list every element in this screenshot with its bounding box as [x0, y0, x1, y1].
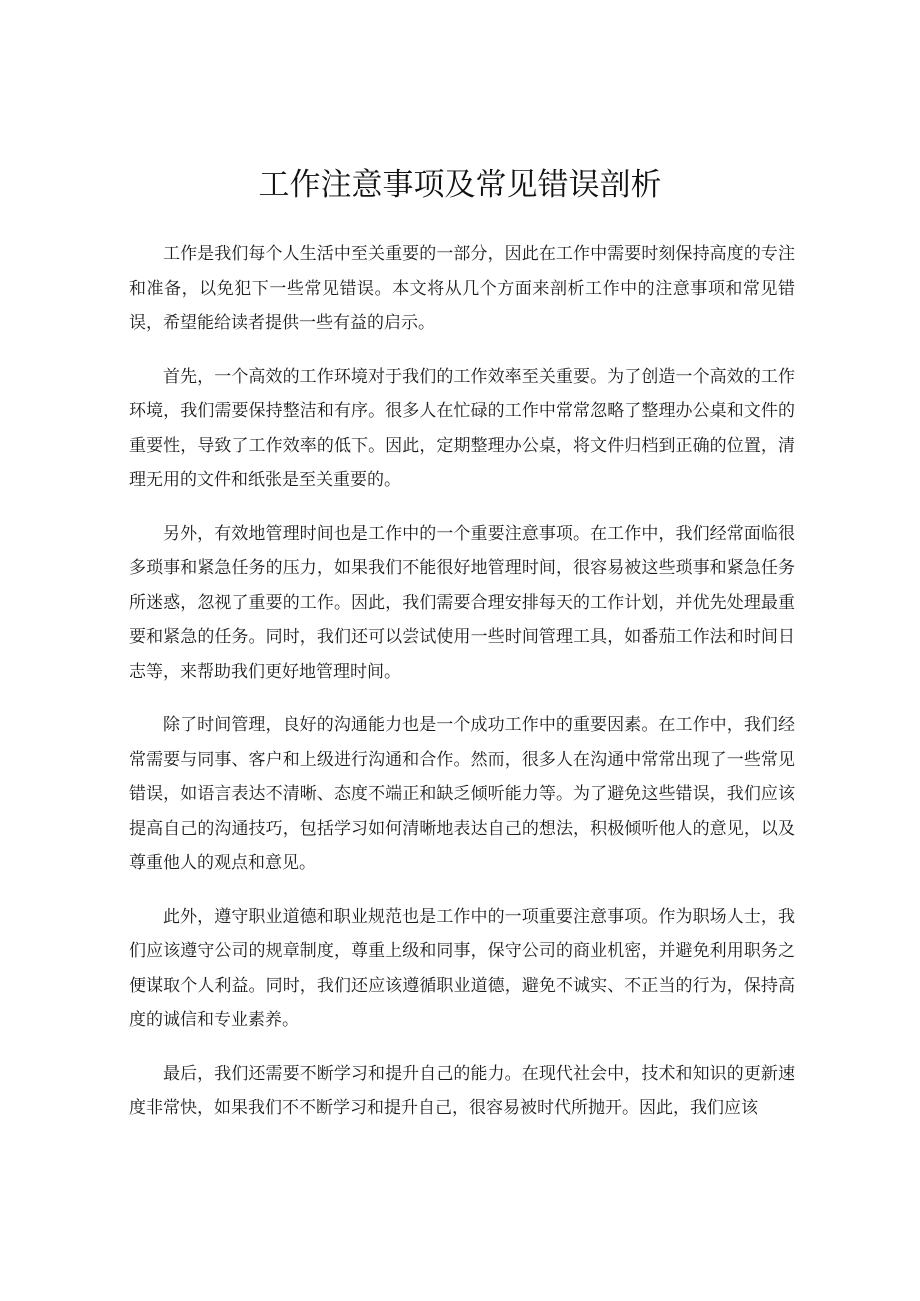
paragraph-communication: 除了时间管理，良好的沟通能力也是一个成功工作中的重要因素。在工作中，我们经常需要与同事、客户和上级进行沟通和合作。然而，很多人在沟通中常常出现了一些常见错误，如语言表达不清晰、态度不端正和缺乏倾听能力等。为了避免这些错误，我们应该提高自己的沟通技巧，包括学习如何清晰地表达自己的想法，积极倾听他人的意见，以及尊重他人的观点和意见。: [129, 715, 795, 873]
paragraph-professional-ethics: 此外，遵守职业道德和职业规范也是工作中的一项重要注意事项。作为职场人士，我们应该遵守公司的规章制度，尊重上级和同事，保守公司的商业机密，并避免利用职务之便谋取个人利益。同时，我们还应该遵循职业道德，避免不诚实、不正当的行为，保持高度的诚信和专业素养。: [129, 906, 795, 1030]
document-body: [129, 237, 795, 1145]
paragraph-work-environment: 首先，一个高效的工作环境对于我们的工作效率至关重要。为了创造一个高效的工作环境，我们需要保持整洁和有序。很多人在忙碌的工作中常常忽略了整理办公桌和文件的重要性，导致了工作效率的低下。因此，定期整理办公桌，将文件归档到正确的位置，清理无用的文件和纸张是至关重要的。: [129, 366, 795, 490]
paragraph-continuous-learning: 最后，我们还需要不断学习和提升自己的能力。在现代社会中，技术和知识的更新速度非常快，如果我们不不断学习和提升自己，很容易被时代所抛开。因此，我们应该: [129, 1063, 795, 1118]
paragraph-intro: 工作是我们每个人生活中至关重要的一部分，因此在工作中需要时刻保持高度的专注和准备，以免犯下一些常见错误。本文将从几个方面来剖析工作中的注意事项和常见错误，希望能给读者提供一些有益的启示。: [129, 244, 795, 333]
document-title: 工作注意事项及常见错误剖析: [258, 167, 662, 203]
paragraph-time-management: 另外，有效地管理时间也是工作中的一个重要注意事项。在工作中，我们经常面临很多琐事和紧急任务的压力，如果我们不能很好地管理时间，很容易被这些琐事和紧急任务所迷惑，忽视了重要的工作。因此，我们需要合理安排每天的工作计划，并优先处理最重要和紧急的任务。同时，我们还可以尝试使用一些时间管理工具，如番茄工作法和时间日志等，来帮助我们更好地管理时间。: [129, 523, 795, 682]
